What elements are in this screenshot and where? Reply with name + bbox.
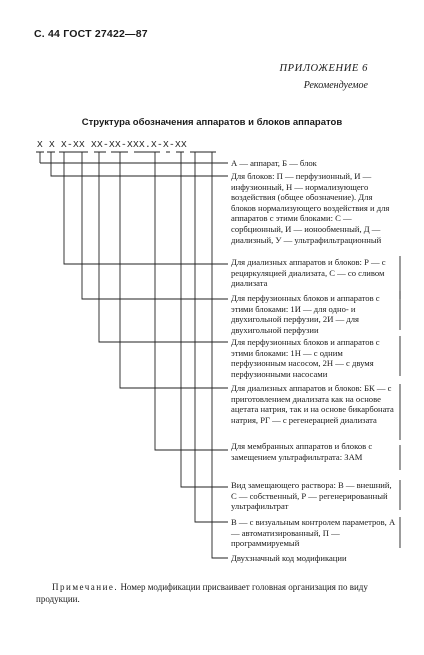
appendix-subtitle: Рекомендуемое xyxy=(303,80,368,91)
diagram-line-8 xyxy=(181,152,228,487)
diagram-line-2 xyxy=(51,152,228,176)
desc-block-type: Для блоков: П — перфузионный, И — инфузионный, Н — нормализующего воздействия (общее обозначение). Для блоков нормализующего воздействия и для аппаратов с этими блоками: С — сорбционный, И — ионообменный, Д — диализный, У — ультрафильтрационный xyxy=(231,171,390,245)
page-header: С. 44 ГОСТ 27422—87 xyxy=(34,28,148,40)
diagram-line-5 xyxy=(99,152,228,342)
desc-control-type: В — с визуальным контролем параметров, А — автоматизированный, П — программируемый xyxy=(231,517,396,549)
desc-membrane-replacement: Для мембранных аппаратов и блоков с замещением ультрафильтрата: ЗАМ xyxy=(231,441,373,462)
diagram-line-1 xyxy=(40,152,228,163)
document-title: Структура обозначения аппаратов и блоков аппаратов xyxy=(81,117,343,128)
code-template: X X X-XX XX-XX-XXX.X-X-XX xyxy=(37,139,188,150)
diagram-line-7 xyxy=(155,152,228,450)
desc-perfusion-needle: Для перфузионных блоков и аппаратов с этими блоками: 1И — для одно- и двухигольной перфузии, 2И — для двухигольной перфузии xyxy=(231,293,380,335)
footnote-text: Номер модификации присваивает головная организация по виду продукции. xyxy=(36,582,368,604)
desc-modification-code: Двухзначный код модификации xyxy=(231,553,347,563)
desc-apparatus-type: А — аппарат, Б — блок xyxy=(231,158,317,168)
desc-dialysis-recirc: Для диализных аппаратов и блоков: Р — с рециркуляцией диализата, С — со сливом диализата xyxy=(231,257,386,289)
appendix-title: ПРИЛОЖЕНИЕ 6 xyxy=(279,63,368,74)
desc-replacement-solution: Вид замещающего раствора: В — внешний, С — собственный, Р — регенерированный ультрафильтрат xyxy=(231,480,392,512)
diagram-line-10 xyxy=(212,152,228,558)
footnote-label: Примечание. xyxy=(52,582,119,592)
diagram-line-9 xyxy=(195,152,228,522)
desc-dialysis-prep: Для диализных аппаратов и блоков: БК — с приготовлением диализата как на основе ацетата натрия, так и на основе бикарбоната натрия, РГ — с регенерацией диализата xyxy=(231,383,394,425)
desc-perfusion-pump: Для перфузионных блоков и аппаратов с этими блоками: 1Н — с одним перфузионным насосом, 2Н — с двумя перфузионными насосами xyxy=(231,337,380,379)
footnote xyxy=(36,581,404,605)
diagram-line-3 xyxy=(64,152,228,264)
